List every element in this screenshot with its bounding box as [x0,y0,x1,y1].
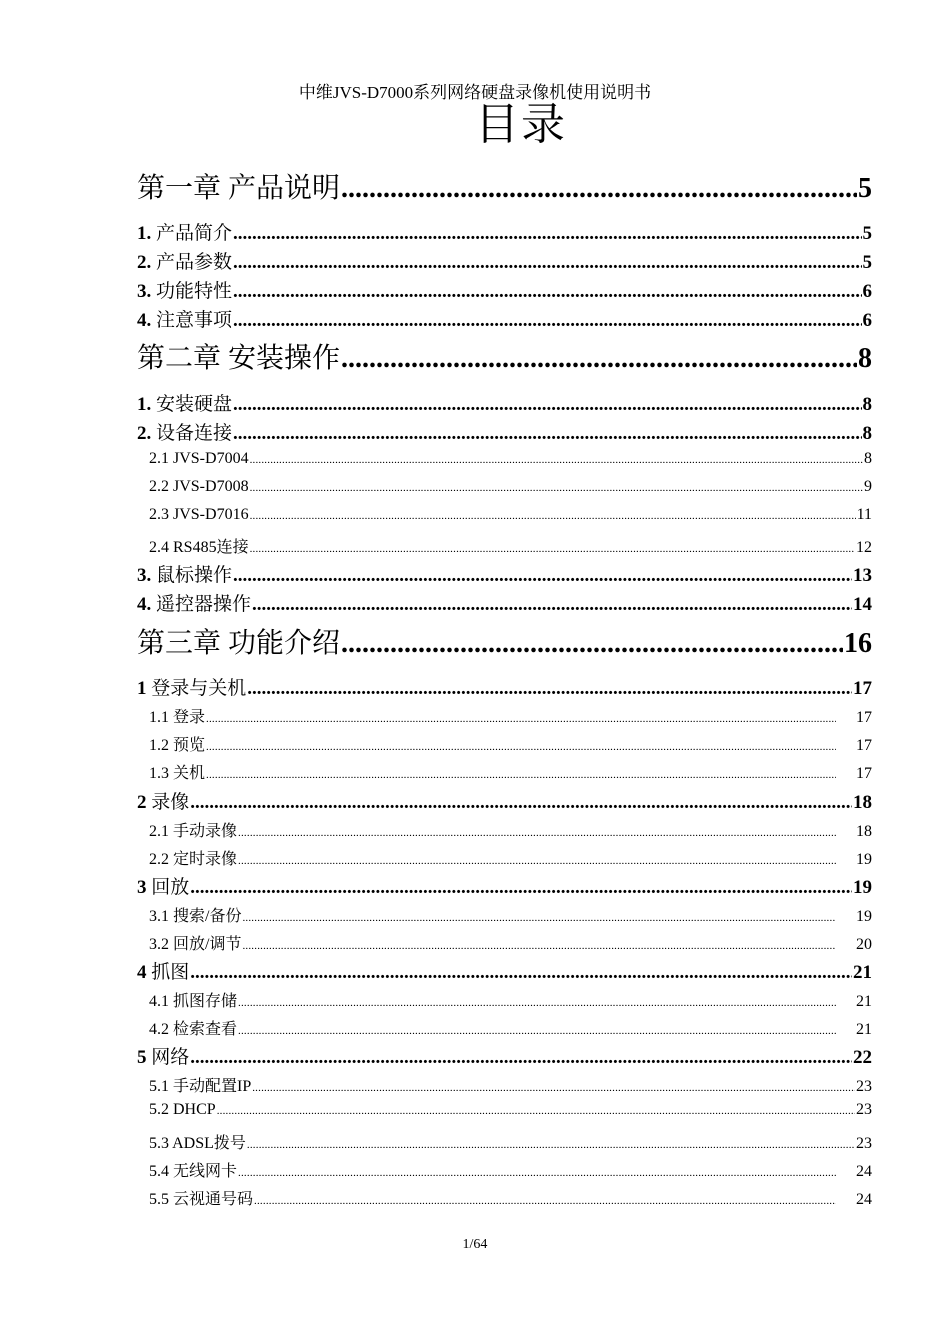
toc-entry-label: 4.1 抓图存储 [149,993,238,1010]
toc-entry-label: 3.2 回放/调节 [149,936,242,953]
toc-entry-sec[interactable] [137,276,872,303]
dot-leader [341,173,857,205]
toc-entry-sec[interactable] [137,418,872,445]
toc-entry-label: 产品参数 [151,252,233,273]
dot-leader [238,1167,836,1179]
toc-entry-sec[interactable] [137,560,872,587]
toc-entry-number: 1. [137,223,152,244]
dot-leader [250,510,856,522]
toc-entry-number: 1. [137,394,152,415]
toc-entry-label: 2.2 定时录像 [149,851,238,868]
page-title: 目录 [475,100,567,149]
toc-page-number: 23 [856,1078,872,1095]
toc-entry-number: 3. [137,281,152,302]
toc-page-number: 14 [853,594,872,615]
toc-entry-sub[interactable] [149,1158,872,1181]
toc-entry-sub[interactable] [149,1130,872,1153]
dot-leader [190,792,852,814]
toc-page-number: 21 [856,1021,872,1038]
toc-entry-label: 第一章 产品说明 [137,173,341,204]
toc-entry-sec[interactable] [137,389,872,416]
toc-page-number: 8 [862,394,872,415]
dot-leader [217,1105,855,1117]
toc-entry-label: 注意事项 [151,310,233,331]
toc-entry-label: 录像 [146,792,190,813]
toc-entry-sub[interactable] [149,903,872,926]
toc-page-number: 24 [856,1191,872,1208]
toc-entry-label: 功能特性 [151,281,233,302]
toc-page-number: 16 [844,628,872,659]
toc-entry-sec[interactable] [137,589,872,616]
toc-page-number: 17 [856,765,872,782]
toc-entry-sub[interactable] [149,450,872,468]
toc-page-number: 19 [856,851,872,868]
toc-page-number: 17 [856,709,872,726]
toc-entry-label: 5.3 ADSL拨号 [149,1135,246,1152]
toc-entry-label: 设备连接 [151,423,233,444]
dot-leader [206,769,836,781]
toc-entry-number: 2. [137,252,152,273]
toc-entry-number: 5 [137,1047,147,1068]
dot-leader [252,594,852,616]
toc-entry-number: 2. [137,423,152,444]
toc-entry-label: 产品简介 [151,223,233,244]
toc-entry-chap[interactable] [137,336,872,376]
toc-entry-number: 1 [137,678,147,699]
dot-leader [250,482,863,494]
dot-leader [190,1047,852,1069]
toc-entry-label: 抓图 [146,962,190,983]
dot-leader [242,940,836,952]
toc-entry-label: 回放 [146,877,190,898]
toc-entry-number: 4 [137,962,147,983]
toc-page-number: 20 [856,936,872,953]
toc-entry-label: 第二章 安装操作 [137,343,341,374]
toc-page-number: 23 [856,1101,872,1118]
toc-entry-sub[interactable] [149,1016,872,1039]
toc-entry-sub[interactable] [149,534,872,557]
dot-leader [247,1139,855,1151]
dot-leader [233,223,861,245]
toc-page-number: 9 [864,478,872,495]
toc-page-number: 6 [862,281,872,302]
toc-entry-sec[interactable] [137,218,872,245]
toc-page-number: 6 [862,310,872,331]
page-number-footer: 1/64 [462,1237,488,1252]
toc-entry-label: 4.2 检索查看 [149,1021,238,1038]
toc-entry-label: 鼠标操作 [151,565,233,586]
toc-entry-label: 2.4 RS485连接 [149,539,249,556]
toc-entry-sec[interactable] [137,787,872,814]
dot-leader [250,543,855,555]
toc-page-number: 8 [862,423,872,444]
dot-leader [206,713,836,725]
toc-entry-label: 1.1 登录 [149,709,206,726]
toc-page-number: 11 [856,506,872,523]
dot-leader [190,877,852,899]
toc-page-number: 21 [856,993,872,1010]
toc-page-number: 13 [853,565,872,586]
toc-entry-label: 第三章 功能介绍 [137,628,341,659]
dot-leader [238,827,836,839]
toc-entry-number: 3 [137,877,147,898]
toc-entry-number: 4. [137,594,152,615]
dot-leader [238,1025,836,1037]
toc-page-number: 17 [856,737,872,754]
dot-leader [233,565,852,587]
toc-page-number: 19 [853,877,872,898]
toc-entry-sub[interactable] [149,1073,872,1096]
toc-entry-sec[interactable] [137,247,872,274]
toc-entry-sub[interactable] [149,732,872,755]
toc-entry-label: 2.2 JVS-D7008 [149,478,249,495]
toc-entry-sec[interactable] [137,957,872,984]
toc-entry-sub[interactable] [149,1101,872,1119]
toc-page-number: 5 [862,223,872,244]
toc-entry-label: 5.5 云视通号码 [149,1191,254,1208]
toc-entry-label: 1.3 关机 [149,765,206,782]
dot-leader [252,1082,855,1094]
toc-page-number: 8 [858,343,872,374]
toc-entry-number: 3. [137,565,152,586]
dot-leader [250,454,863,466]
toc-page-number: 17 [853,678,872,699]
toc-entry-sub[interactable] [149,988,872,1011]
toc-entry-label: 5.4 无线网卡 [149,1163,238,1180]
toc-entry-sub[interactable] [149,704,872,727]
toc-entry-label: 2.1 手动录像 [149,823,238,840]
toc-page-number: 19 [856,908,872,925]
dot-leader [247,678,852,700]
toc-entry-chap[interactable] [137,621,872,661]
toc-page-number: 22 [853,1047,872,1068]
toc-entry-sec[interactable] [137,1042,872,1069]
dot-leader [233,423,861,445]
toc-entry-label: 遥控器操作 [151,594,252,615]
toc-entry-label: 5.2 DHCP [149,1101,216,1118]
toc-entry-sub[interactable] [149,931,872,954]
toc-entry-number: 4. [137,310,152,331]
toc-entry-label: 3.1 搜索/备份 [149,908,242,925]
dot-leader [233,310,861,332]
dot-leader [242,912,836,924]
dot-leader [341,343,857,375]
dot-leader [233,281,861,303]
toc-entry-sub[interactable] [149,760,872,783]
toc-page-number: 18 [853,792,872,813]
toc-page-number: 21 [853,962,872,983]
toc-page-number: 23 [856,1135,872,1152]
toc-entry-number: 2 [137,792,147,813]
dot-leader [238,997,836,1009]
toc-page-number: 24 [856,1163,872,1180]
running-header: 中维JVS-D7000系列网络硬盘录像机使用说明书 [298,83,652,102]
toc-page-number: 5 [858,173,872,204]
dot-leader [238,855,836,867]
dot-leader [206,741,836,753]
toc-entry-label: 安装硬盘 [151,394,233,415]
toc-entry-label: 网络 [146,1047,190,1068]
toc-page-number: 18 [856,823,872,840]
toc-entry-sec[interactable] [137,305,872,332]
toc-entry-sub[interactable] [149,506,872,524]
toc-entry-label: 2.3 JVS-D7016 [149,506,249,523]
toc-entry-sec[interactable] [137,872,872,899]
toc-entry-label: 登录与关机 [146,678,247,699]
dot-leader [233,252,861,274]
toc-entry-chap[interactable] [137,166,872,206]
toc-entry-sub[interactable] [149,818,872,841]
toc-entry-label: 5.1 手动配置IP [149,1078,252,1095]
toc-page-number: 8 [864,450,872,467]
toc-entry-sub[interactable] [149,846,872,869]
toc-page-number: 12 [856,539,872,556]
dot-leader [233,394,861,416]
toc-entry-label: 1.2 预览 [149,737,206,754]
toc-entry-sub[interactable] [149,1186,872,1209]
toc-page-number: 5 [862,252,872,273]
toc-entry-label: 2.1 JVS-D7004 [149,450,249,467]
toc-entry-sub[interactable] [149,478,872,496]
toc-entry-sec[interactable] [137,673,872,700]
dot-leader [254,1195,836,1207]
dot-leader [190,962,852,984]
dot-leader [341,628,843,660]
